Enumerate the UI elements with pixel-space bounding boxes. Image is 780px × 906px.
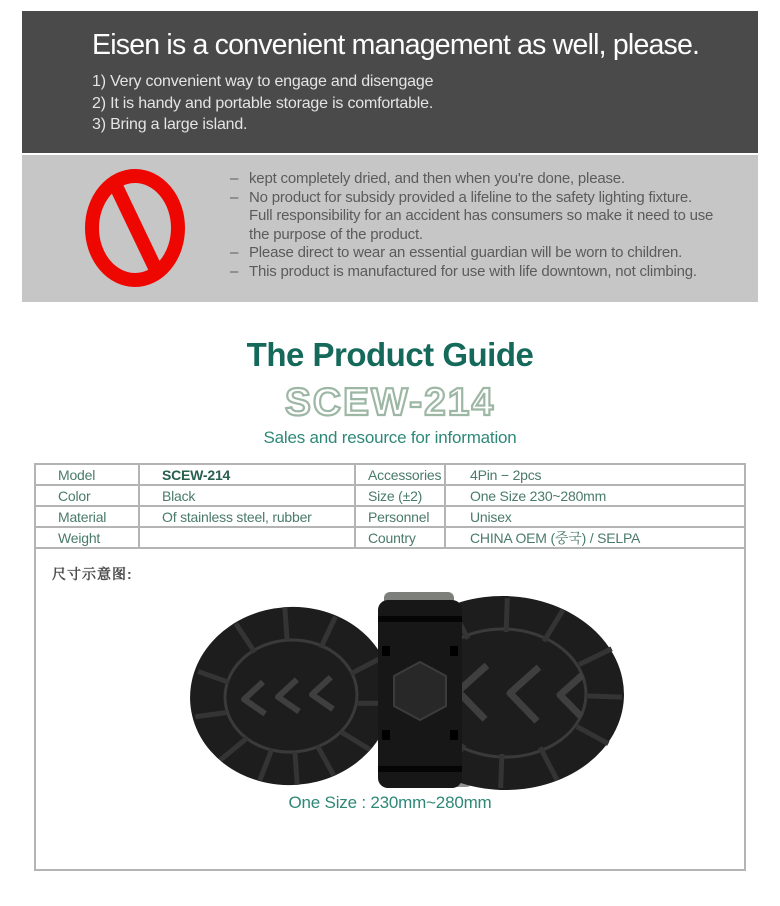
warning-line-text: kept completely dried, and then when you're done, please. (249, 170, 625, 187)
spec-value-personnel: Unisex (444, 507, 744, 528)
warning-line (230, 189, 713, 208)
warning-line-text: Full responsibility for an accident has consumers so make it need to use (249, 207, 714, 225)
header-title: Eisen is a convenient management as well, please. (92, 29, 700, 61)
warning-dash (230, 207, 249, 226)
spec-value-accessories: 4Pin − 2pcs (444, 465, 744, 486)
spec-value-color: Black (138, 486, 354, 507)
spec-value-weight (138, 528, 354, 549)
size-note: One Size : 230mm~280mm (288, 793, 492, 812)
spec-label-country: Country (354, 528, 444, 549)
spec-label-model: Model (36, 465, 138, 486)
page-title: The Product Guide (246, 336, 534, 373)
warning-line-text: the purpose of the product. (249, 225, 423, 243)
warning-line (230, 263, 713, 282)
header-block (22, 11, 758, 153)
warning-line-text: Please direct to wear an essential guardian will be worn to children. (249, 244, 683, 262)
warning-dash: – (230, 262, 239, 280)
warning-line (230, 207, 713, 226)
spec-value-material: Of stainless steel, rubber (138, 507, 354, 528)
spec-label-color: Color (36, 486, 138, 507)
warning-line (230, 170, 713, 189)
content-box (34, 463, 746, 871)
warning-line (230, 244, 713, 263)
warning-dash: – (230, 170, 239, 187)
warning-dash: – (230, 244, 239, 262)
header-point-3: 3) Bring a large island. (92, 116, 248, 133)
spec-label-accessories: Accessories (354, 465, 444, 486)
header-point-1: 1) Very convenient way to engage and disengage (92, 73, 434, 90)
warning-dash: – (230, 188, 239, 206)
spec-label-personnel: Personnel (354, 507, 444, 528)
spec-label-material: Material (36, 507, 138, 528)
spec-table (36, 465, 744, 549)
spec-value-size: One Size 230~280mm (444, 486, 744, 507)
warning-line-text: No product for subsidy provided a lifeline to the safety lighting fixture. (249, 188, 692, 206)
spec-label-size: Size (±2) (354, 486, 444, 507)
warning-line-text: This product is manufactured for use with life downtown, not climbing. (249, 262, 697, 280)
warning-dash (230, 226, 249, 245)
spec-value-model: SCEW-214 (138, 465, 354, 486)
warning-text (230, 170, 713, 282)
no-entry-icon (84, 168, 186, 288)
warning-line (230, 226, 713, 245)
page-subtitle: Sales and resource for information (263, 428, 517, 447)
warning-block (22, 155, 758, 302)
spec-value-country: CHINA OEM (중국) / SELPA (444, 528, 744, 549)
model-number-title: SCEW-214 (284, 381, 496, 424)
shoe-sole-image (186, 590, 626, 796)
header-point-2: 2) It is handy and portable storage is comfortable. (92, 94, 434, 112)
spec-label-weight: Weight (36, 528, 138, 549)
size-diagram-label: 尺寸示意图: (52, 566, 133, 582)
